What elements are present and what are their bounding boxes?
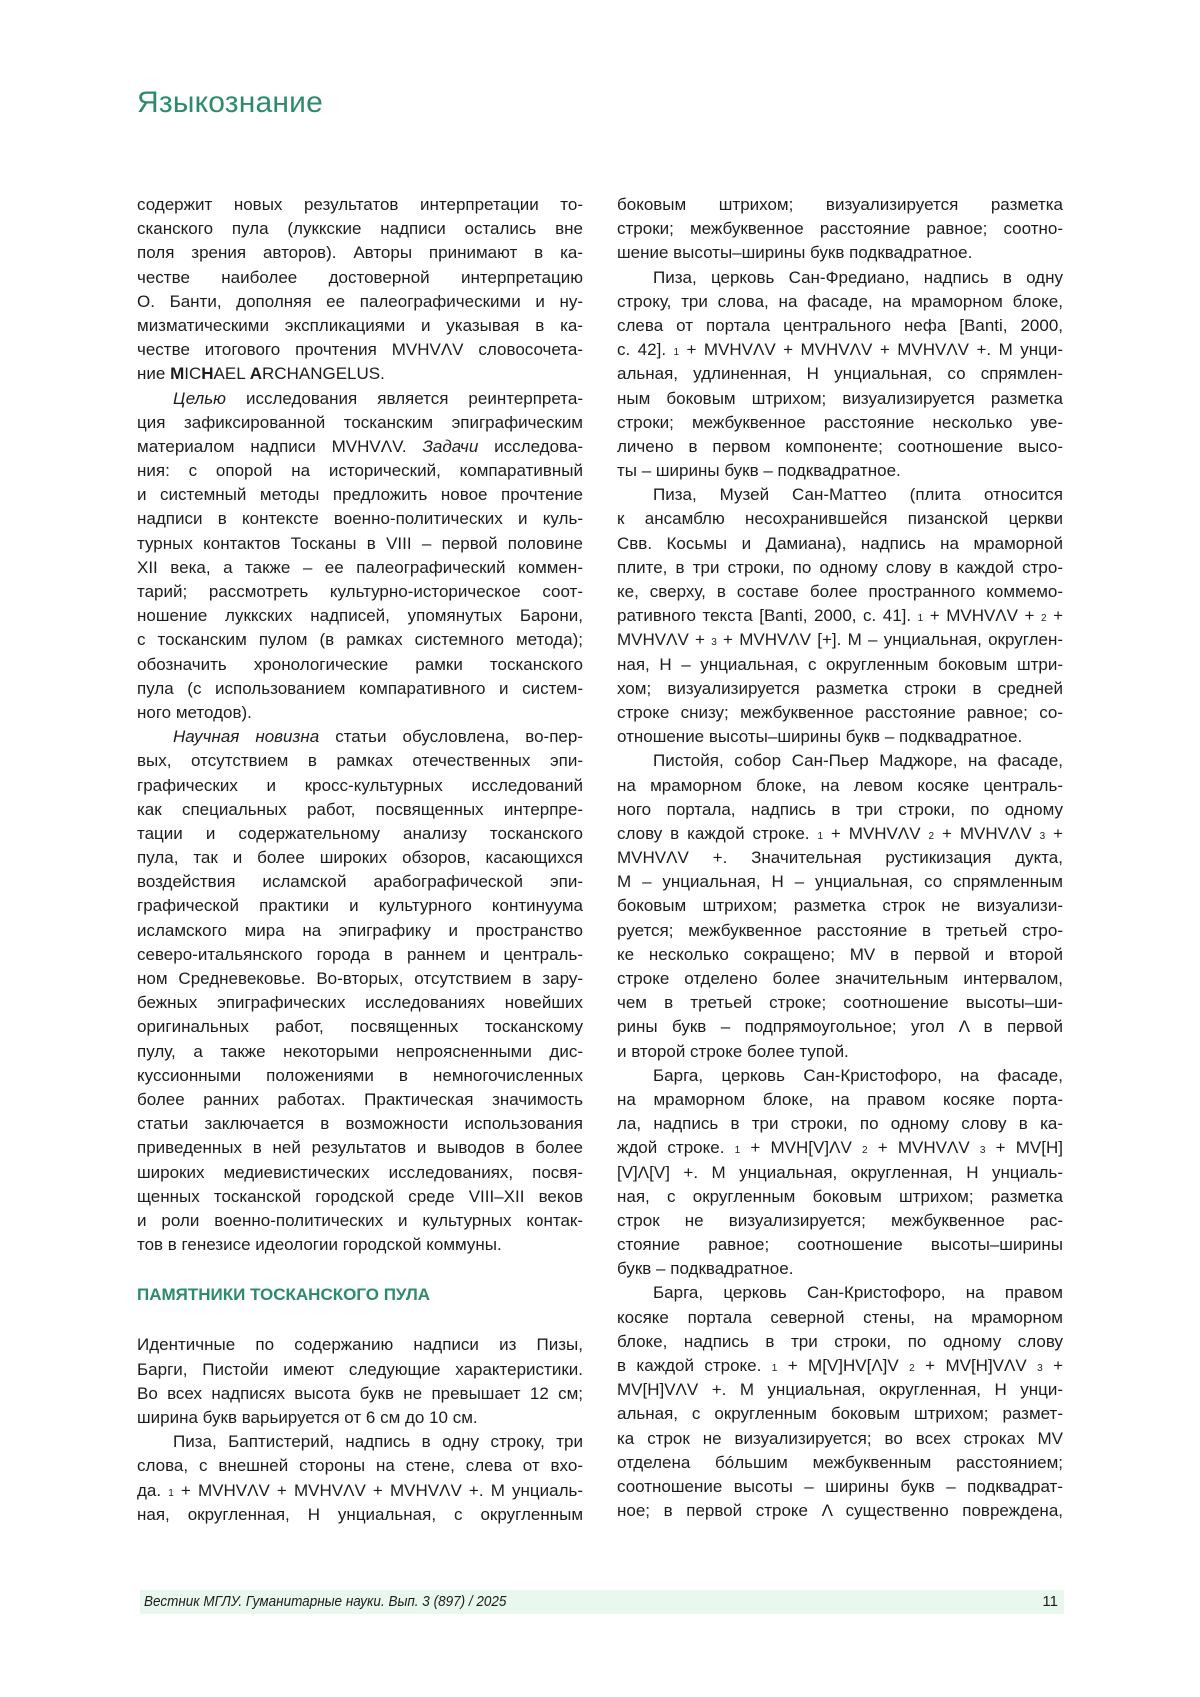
paragraph (617, 1281, 1063, 1523)
text-line: ция зафиксированной тосканским эпиграфическим (137, 411, 583, 435)
text-line: ративного текста [Banti, 2000, с. 41]. 1 + MVHVΛV + 2 + (617, 604, 1063, 628)
line-number: 1 (918, 613, 924, 624)
text-line: графической практики и культурного континуума (137, 894, 583, 918)
text-line: ке несколько сокращено; MV в первой и второй (617, 943, 1063, 967)
text-line: шение высоты–ширины букв подквадратное. (617, 241, 1063, 265)
text-line: ная, округленная, H унциальная, с округленным (137, 1503, 583, 1527)
line-number: 2 (909, 1363, 915, 1374)
text-line: слова, с внешней стороны на стене, слева от вхо- (137, 1454, 583, 1478)
left-column (137, 193, 583, 1527)
right-column (617, 193, 1063, 1523)
text-line: Научная новизна статьи обусловлена, во-пер- (137, 725, 583, 749)
text-line: ка строк не визуализируется; во всех строках MV (617, 1427, 1063, 1451)
text-line: О. Банти, дополняя ее палеографическими и ну- (137, 290, 583, 314)
text-line: руется; межбуквенное расстояние в третьей стро- (617, 919, 1063, 943)
text-line: турных контактов Тосканы в VIII – первой половине (137, 532, 583, 556)
text-line: Пиза, Музей Сан-Маттео (плита относится (617, 483, 1063, 507)
text-line: альная, удлиненная, H унциальная, со спрямлен- (617, 362, 1063, 386)
text-line: Пиза, Баптистерий, надпись в одну строку, три (137, 1430, 583, 1454)
paragraph (617, 266, 1063, 484)
text-line: поля зрения авторов). Авторы принимают в ка- (137, 241, 583, 265)
paragraph (137, 1333, 583, 1430)
text-line: Барга, церковь Сан-Кристофоро, на фасаде, (617, 1064, 1063, 1088)
text-line: пулу, а также некоторыми непроясненными дис- (137, 1040, 583, 1064)
text-line: честве итогового прочтения MVHVΛV словосочета- (137, 338, 583, 362)
text-line: на мраморном блоке, на левом косяке централь- (617, 774, 1063, 798)
text-line: ном Средневековье. Во-вторых, отсутствием в зару- (137, 967, 583, 991)
text-line: отделена бóльшим межбуквенным расстоянием; (617, 1451, 1063, 1475)
line-number: 3 (1037, 1363, 1043, 1374)
footer (140, 1590, 1064, 1614)
text-line: материалом надписи MVHVΛV. Задачи исследова- (137, 435, 583, 459)
line-number: 2 (1041, 613, 1047, 624)
text-line: ния: с опорой на исторический, компаративный (137, 459, 583, 483)
italic-term: Задачи (422, 437, 478, 456)
text-line: ла, надпись в три строки, по одному слову в ка- (617, 1112, 1063, 1136)
text-line: оригинальных работ, посвященных тосканскому (137, 1015, 583, 1039)
text-line: боковым штрихом; разметка строк не визуализи- (617, 894, 1063, 918)
text-line: Целью исследования является реинтерпрета- (137, 387, 583, 411)
text-line: Пистойя, собор Сан-Пьер Маджоре, на фасаде, (617, 749, 1063, 773)
text-line: строку, три слова, на фасаде, на мраморном блоке, (617, 290, 1063, 314)
text-line: исламского мира на эпиграфику и пространство (137, 919, 583, 943)
text-line: широких медиевистических исследованиях, посвя- (137, 1161, 583, 1185)
text-line: ного портала, надпись в три строки, по одному (617, 798, 1063, 822)
journal-name: Вестник МГЛУ. Гуманитарные науки. Вып. 3 (897) / 2025 (144, 1593, 506, 1610)
line-number: 1 (168, 1488, 174, 1499)
text-line: боковым штрихом; визуализируется разметка (617, 193, 1063, 217)
text-line: мизматическими экспликациями и указывая в ка- (137, 314, 583, 338)
text-line: пула (с использованием компаративного и систем- (137, 677, 583, 701)
line-number: 2 (862, 1145, 868, 1156)
text-line: к ансамблю несохранившейся пизанской церкви (617, 507, 1063, 531)
text-line: альная, с округленным боковым штрихом; размет- (617, 1402, 1063, 1426)
text-line: соотношение высоты – ширины букв – подквадрат- (617, 1475, 1063, 1499)
text-line: слева от портала центрального нефа [Banti, 2000, (617, 314, 1063, 338)
text-line: ширина букв варьируется от 6 см до 10 см. (137, 1406, 583, 1430)
bold-initial: H (201, 364, 213, 383)
paragraph (137, 725, 583, 1257)
italic-term: Научная новизна (173, 727, 319, 746)
text-line: хом; визуализируется разметка строки в средней (617, 677, 1063, 701)
text-line: и второй строке более тупой. (617, 1040, 1063, 1064)
line-number: 1 (674, 347, 680, 358)
paragraph (137, 387, 583, 726)
text-line: да. 1 + MVHVΛV + MVHVΛV + MVHVΛV +. M унциаль- (137, 1479, 583, 1503)
text-line: тов в генезисе идеологии городской коммуны. (137, 1233, 583, 1257)
text-line: MVHVΛV + 3 + MVHVΛV [+]. M – унциальная, округлен- (617, 628, 1063, 652)
text-line: ная, H – унциальная, с округленным боковым штри- (617, 653, 1063, 677)
text-line: строке снизу; межбуквенное расстояние равное; со- (617, 701, 1063, 725)
line-number: 1 (735, 1145, 741, 1156)
bold-initial: M (170, 364, 184, 383)
text-line: более ранних работах. Практическая значимость (137, 1088, 583, 1112)
text-line: косяке портала северной стены, на мраморном (617, 1306, 1063, 1330)
text-line: содержит новых результатов интерпретации то- (137, 193, 583, 217)
text-line: MVHVΛV +. Значительная рустикизация дукта, (617, 846, 1063, 870)
line-number: 2 (929, 831, 935, 842)
line-number: 3 (711, 637, 717, 648)
text-line: [V]Λ[V] +. M унциальная, округленная, H унциаль- (617, 1161, 1063, 1185)
text-line: личено в первом компоненте; соотношение высо- (617, 435, 1063, 459)
text-line: ношение луккских надписей, упомянутых Барони, (137, 604, 583, 628)
paragraph (617, 483, 1063, 749)
text-line: честве наиболее достоверной интерпретацию (137, 266, 583, 290)
section-heading: ПАМЯТНИКИ ТОСКАНСКОГО ПУЛА (137, 1283, 583, 1307)
italic-term: Целью (173, 389, 226, 408)
page-number: 11 (1042, 1593, 1058, 1610)
text-line: букв – подквадратное. (617, 1257, 1063, 1281)
text-line: статьи заключается в возможности использования (137, 1112, 583, 1136)
line-number: 1 (772, 1363, 778, 1374)
text-line: Идентичные по содержанию надписи из Пизы, (137, 1333, 583, 1357)
text-line: отношение высоты–ширины букв – подквадратное. (617, 725, 1063, 749)
section-title: Языкознание (137, 86, 323, 120)
text-line: чем в третьей строке; соотношение высоты–ши- (617, 991, 1063, 1015)
text-line: приведенных в ней результатов и выводов в более (137, 1136, 583, 1160)
line-number: 1 (817, 831, 823, 842)
text-line: MV[H]VΛV +. M унциальная, округленная, H унци- (617, 1378, 1063, 1402)
text-line: строки; межбуквенное расстояние несколько уве- (617, 411, 1063, 435)
text-line: надписи в контексте военно-политических и куль- (137, 507, 583, 531)
text-line: как специальных работ, посвященных интерпре- (137, 798, 583, 822)
text-line: тарий; рассмотреть культурно-историческое соот- (137, 580, 583, 604)
text-line: Во всех надписях высота букв не превышает 12 см; (137, 1382, 583, 1406)
text-line: вых, отсутствием в рамках отечественных эпи- (137, 749, 583, 773)
text-line: XII века, а также – ее палеографический коммен- (137, 556, 583, 580)
text-line: северо-итальянского города в раннем и централь- (137, 943, 583, 967)
text-line: плите, в три строки, по одному слову в каждой стро- (617, 556, 1063, 580)
bold-initial: A (250, 364, 262, 383)
paragraph (137, 1430, 583, 1527)
text-line: сканского пула (луккские надписи остались вне (137, 217, 583, 241)
paragraph (617, 193, 1063, 266)
text-line: Барга, церковь Сан-Кристофоро, на правом (617, 1281, 1063, 1305)
text-line: воздействия исламской арабографической эпи- (137, 870, 583, 894)
text-line: ты – ширины букв – подквадратное. (617, 459, 1063, 483)
text-line: Пиза, церковь Сан-Фредиано, надпись в одну (617, 266, 1063, 290)
text-line: тации и содержательному анализу тосканского (137, 822, 583, 846)
text-line: ная, с округленным боковым штрихом; разметка (617, 1185, 1063, 1209)
text-line: слову в каждой строке. 1 + MVHVΛV 2 + MVHVΛV 3 + (617, 822, 1063, 846)
line-number: 3 (1040, 831, 1046, 842)
text-line: и роли военно-политических и культурных контак- (137, 1209, 583, 1233)
text-line: и системный методы предложить новое прочтение (137, 483, 583, 507)
text-line: на мраморном блоке, на правом косяке порта- (617, 1088, 1063, 1112)
text-line: стояние равное; соотношение высоты–ширины (617, 1233, 1063, 1257)
text-line: строк не визуализируется; межбуквенное рас- (617, 1209, 1063, 1233)
text-line: бежных эпиграфических исследованиях новейших (137, 991, 583, 1015)
text-line: ное; в первой строке Λ существенно повреждена, (617, 1499, 1063, 1523)
text-line: щенных тосканской городской среде VIII–XII веков (137, 1185, 583, 1209)
text-line: M – унциальная, H – унциальная, со спрямленным (617, 870, 1063, 894)
text-line: Барги, Пистойи имеют следующие характеристики. (137, 1358, 583, 1382)
text-line: строки; межбуквенное расстояние равное; соотно- (617, 217, 1063, 241)
text-line: графических и кросс-культурных исследований (137, 774, 583, 798)
text-line: ке, сверху, в составе более пространного коммемо- (617, 580, 1063, 604)
text-line: строке отделено более значительным интервалом, (617, 967, 1063, 991)
text-line: ние MICHAEL ARCHANGELUS. (137, 362, 583, 386)
text-line: ного методов). (137, 701, 583, 725)
text-line: в каждой строке. 1 + M[V]HV[Λ]V 2 + MV[H]VΛV 3 + (617, 1354, 1063, 1378)
text-line: Свв. Косьмы и Дамиана), надпись на мраморной (617, 532, 1063, 556)
text-line: пула, так и более широких обзоров, касающихся (137, 846, 583, 870)
paragraph (617, 1064, 1063, 1282)
text-line: блоке, надпись в три строки, по одному слову (617, 1330, 1063, 1354)
text-line: ждой строке. 1 + MVH[V]ΛV 2 + MVHVΛV 3 + MV[H] (617, 1136, 1063, 1160)
text-line: обозначить хронологические рамки тосканского (137, 653, 583, 677)
paragraph (137, 193, 583, 387)
text-line: ным боковым штрихом; визуализируется разметка (617, 387, 1063, 411)
text-line: с тосканским пулом (в рамках системного метода); (137, 628, 583, 652)
paragraph (617, 749, 1063, 1063)
text-line: рины букв – подпрямоугольное; угол Λ в первой (617, 1015, 1063, 1039)
text-line: с. 42]. 1 + MVHVΛV + MVHVΛV + MVHVΛV +. M унци- (617, 338, 1063, 362)
text-line: куссионными положениями в немногочисленных (137, 1064, 583, 1088)
line-number: 3 (980, 1145, 986, 1156)
